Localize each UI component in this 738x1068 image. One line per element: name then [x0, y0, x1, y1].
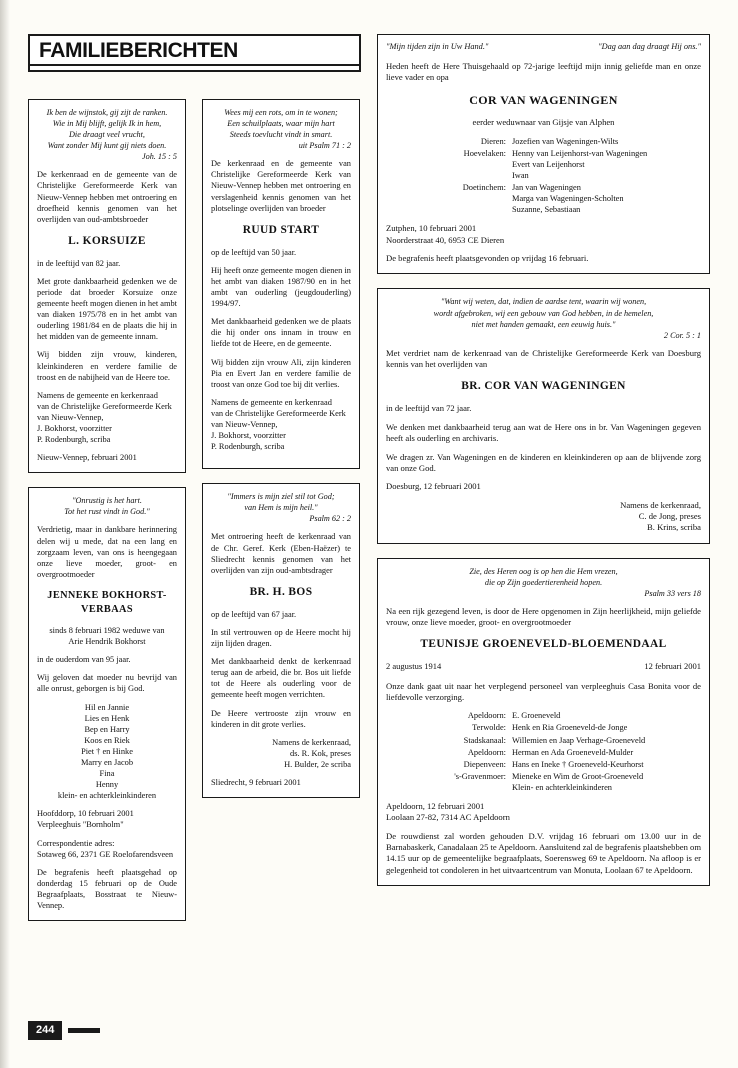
- family-line: Henny van Leijenhorst-van Wageningen: [512, 148, 648, 158]
- family-line: Klein- en achterkleinkinderen: [512, 782, 612, 792]
- family-line: Willemien en Jaap Verhage-Groeneveld: [512, 735, 646, 745]
- notice-van-wageningen-church: [377, 288, 710, 543]
- left-half: [28, 34, 361, 921]
- verse-block: [386, 296, 701, 340]
- family-place: Apeldoorn:: [467, 711, 506, 721]
- widow-line: sinds 8 februari 1982 weduwe van: [49, 626, 165, 636]
- deceased-name: RUUD START: [242, 223, 320, 236]
- family-line: Hil en Jannie: [84, 702, 130, 712]
- family-names: [512, 722, 701, 734]
- family-line: Iwan: [512, 171, 529, 181]
- table-row: [386, 735, 701, 747]
- verse-line: Zie, des Heren oog is op hen die Hem vrezen,: [469, 566, 618, 576]
- verse-block: [37, 107, 177, 162]
- address-line: Zutphen, 10 februari 2001: [386, 223, 477, 234]
- deceased-name: L. KORSUIZE: [68, 234, 146, 247]
- funeral-info: De begrafenis heeft plaatsgehad op donderdag 15 februari op de Oude Begraafplaats, Bosstraat te Nieuw-Vennep.: [37, 867, 177, 911]
- family-line: Herman en Ada Groeneveld-Mulder: [512, 747, 634, 757]
- death-date: 12 februari 2001: [644, 661, 701, 672]
- address-line: Noorderstraat 40, 6953 CE Dieren: [386, 234, 505, 245]
- signoff-line: Namens de gemeente en kerkenraad: [211, 397, 332, 407]
- family-place: Doetinchem:: [462, 183, 506, 193]
- table-row: [386, 148, 701, 182]
- family-names: [512, 710, 701, 722]
- verse-reference: 2 Cor. 5 : 1: [663, 330, 701, 340]
- place-date: Nieuw-Vennep, februari 2001: [37, 453, 137, 463]
- table-row: [386, 759, 701, 771]
- address-block: [386, 223, 701, 246]
- signoff-line: Namens de kerkenraad,: [620, 499, 701, 510]
- family-line: Koos en Riek: [84, 735, 130, 745]
- signoff-line: P. Rodenburgh, scriba: [211, 442, 285, 452]
- verse-block: [211, 107, 351, 151]
- place-date: Sliedrecht, 9 februari 2001: [211, 778, 301, 787]
- family-line: Fina: [99, 769, 115, 779]
- deceased-name: BR. COR VAN WAGENINGEN: [461, 380, 626, 393]
- address-line: Hoofddorp, 10 februari 2001: [37, 809, 134, 819]
- family-line: Evert van Leijenhorst: [512, 159, 585, 169]
- notice-body: Hij heeft onze gemeente mogen dienen in het ambt van diaken 1987/90 en in het ambt van ouderling (jeugdouderling) 1994/97.: [211, 265, 351, 309]
- signoff-line: van Nieuw-Vennep,: [37, 412, 104, 422]
- verse-reference: Joh. 15 : 5: [141, 152, 177, 162]
- notice-van-wageningen-family: [377, 34, 710, 274]
- place-date: Doesburg, 12 februari 2001: [386, 481, 481, 492]
- page-number: 244: [28, 1021, 62, 1040]
- notice-intro: De kerkenraad en de gemeente van Christelijke Gereformeerde Kerk van Nieuw-Vennep hebben met ontroering en verslagenheid kennis genomen van het plotselinge overlijden van broeder: [211, 159, 351, 213]
- notice-groeneveld: [377, 558, 710, 887]
- signoff: [386, 500, 701, 534]
- widow-line: eerder weduwnaar van Gijsje van Alphen: [472, 117, 615, 128]
- notice-intro: Verdrietig, maar in dankbare herinnering delen wij u mede, dat na een lang en zorgzaam leven, van ons is heengegaan onze lieve moeder, groot- en overgrootmoeder: [37, 525, 177, 579]
- notice-body: Met grote dankbaarheid gedenken we de periode dat broeder Korsuize onze gemeente heeft mogen dienen in het ambt van diaken 1975/78 en in het ambt van ouderling 1981/84 en de plaats die hij in het midden van de gemeente innam.: [37, 276, 177, 342]
- age-line: in de leeftijd van 72 jaar.: [386, 403, 472, 414]
- notice-body: We dragen zr. Van Wageningen en de kinderen en kleinkinderen op aan de blijvende zorg van onze God.: [386, 451, 701, 473]
- quote-row: [386, 42, 701, 53]
- left-subcolumns: [28, 99, 361, 921]
- verse-block: [211, 491, 351, 524]
- signoff-line: C. de Jong, preses: [638, 510, 701, 521]
- masthead-rule: [30, 64, 359, 66]
- page-title: FAMILIEBERICHTEN: [39, 39, 238, 62]
- verse-reference: uit Psalm 71 : 2: [298, 141, 351, 151]
- signoff: [211, 397, 351, 452]
- address-line: Verpleeghuis "Bornholm": [37, 820, 124, 830]
- deceased-name: BR. H. BOS: [249, 585, 313, 598]
- widow-info: [37, 625, 177, 647]
- age-line: in de leeftijd van 82 jaar.: [37, 258, 121, 268]
- signoff: [211, 737, 351, 770]
- family-place: Dieren:: [480, 136, 506, 146]
- widow-line: Arie Hendrik Bokhorst: [68, 637, 146, 647]
- page-edge-shadow: [0, 0, 10, 1068]
- family-place: 's-Gravenmoer:: [454, 771, 506, 781]
- family-line: Lies en Henk: [84, 713, 130, 723]
- notice-intro: Heden heeft de Here Thuisgehaald op 72-jarige leeftijd mijn innig geliefde man en onze lieve vader en opa: [386, 60, 701, 83]
- address-line: Apeldoorn, 12 februari 2001: [386, 801, 485, 812]
- family-names: [512, 759, 701, 771]
- life-dates: [386, 661, 701, 672]
- family-names: [512, 735, 701, 747]
- family-line: E. Groeneveld: [512, 711, 561, 721]
- family-line: Jan van Wageningen: [512, 183, 581, 193]
- family-line: Hans en Ineke † Groeneveld-Keurhorst: [512, 759, 644, 769]
- correspondence-label: Correspondentie adres:: [37, 838, 115, 848]
- signoff-line: Namens de kerkenraad,: [272, 737, 351, 747]
- verse-line: Wie in Mij blijft, gelijk Ik in hem,: [52, 119, 162, 129]
- notice-intro: Met ontroering heeft de kerkenraad van de Chr. Geref. Kerk (Eben-Haëzer) te Sliedrecht kennis genomen van het overlijden van zijn oud-ambtsdrager: [211, 532, 351, 575]
- notice-bokhorst: [28, 487, 186, 921]
- subcolumn-2: [202, 99, 360, 921]
- family-place: Apeldoorn:: [467, 747, 506, 757]
- verse-line: wordt afgebroken, wij een gebouw van God hebben, in de hemelen,: [433, 308, 654, 318]
- family-place: Diepenveen:: [463, 759, 506, 769]
- family-names: [512, 747, 701, 759]
- verse-line: Ik ben de wijnstok, gij zijt de ranken.: [46, 108, 168, 117]
- family-line: Henny: [95, 780, 119, 790]
- notice-body: Met dankbaarheid denkt de kerkenraad terug aan de arbeid, die br. Bos uit liefde tot de Heere als ouderling voor de gemeente heeft mogen verrichten.: [211, 657, 351, 700]
- verse-line: Wees mij een rots, om in te wonen;: [224, 108, 338, 117]
- verse-line: "Onrustig is het hart.: [72, 496, 142, 506]
- funeral-info: De rouwdienst zal worden gehouden D.V. vrijdag 16 februari om 13.00 uur in de Barnabaskerk, Canadalaan 25 te Apeldoorn. Aansluitend zal de begrafenis plaatshebben om 14.15 uur op de gemeentelijke begraafplaats, Soerensweg 69 te Apeldoorn. Na afloop is er gelegenheid tot condoleren in het uitvaartcentrum van Monuta, Loolaan 67 te Apeldoorn.: [386, 830, 701, 875]
- notice-intro: De kerkenraad en de gemeente van de Christelijke Gereformeerde Kerk van Nieuw-Vennep hebben met ontroering en droefheid kennis genomen van het overlijden van oud-ambtsbroeder: [37, 170, 177, 224]
- notice-bos: [202, 483, 360, 798]
- family-line: Marry en Jacob: [80, 758, 134, 768]
- notice-body: Wij bidden zijn vrouw Ali, zijn kinderen Pia en Evert Jan en verdere familie de troost van onze God toe bij dit verlies.: [211, 357, 351, 389]
- page-content: [28, 34, 710, 1034]
- notice-body: Wij geloven dat moeder nu bevrijd van alle onrust, geborgen is bij God.: [37, 673, 177, 694]
- verse-block: [37, 495, 177, 517]
- notice-body: De Heere vertrooste zijn vrouw en kinderen in dit grote verlies.: [211, 708, 351, 729]
- verse-line: Tot het rust vindt in God.": [64, 507, 150, 517]
- table-row: [386, 182, 701, 216]
- family-line: Piet † en Hinke: [81, 746, 133, 756]
- signoff-line: van de Christelijke Gereformeerde Kerk: [37, 401, 172, 411]
- folio-bar: [68, 1028, 100, 1033]
- notice-body: In stil vertrouwen op de Heere mocht hij zijn lijden dragen.: [211, 627, 351, 649]
- signoff-line: van de Christelijke Gereformeerde Kerk: [211, 408, 346, 418]
- verse-reference: Psalm 33 vers 18: [644, 588, 701, 598]
- table-row: [386, 136, 701, 148]
- signoff-line: P. Rodenburgh, scriba: [37, 435, 111, 445]
- notice-body: Met dankbaarheid gedenken we de plaats die hij onder ons innam in trouw en liefde tot de Heere, en de gemeente.: [211, 317, 351, 349]
- age-line: op de leeftijd van 67 jaar.: [211, 609, 297, 619]
- notice-korsuize: [28, 99, 186, 473]
- signoff-line: van Nieuw-Vennep,: [211, 419, 278, 429]
- masthead: [28, 34, 361, 72]
- family-line: klein- en achterkleinkinderen: [57, 791, 157, 801]
- folio: [28, 1021, 100, 1040]
- deceased-name: COR VAN WAGENINGEN: [469, 92, 618, 107]
- verse-line: "Immers is mijn ziel stil tot God;: [227, 492, 335, 502]
- verse-block: [386, 566, 701, 599]
- family-place: Stadskanaal:: [463, 735, 506, 745]
- deceased-name: TEUNISJE GROENEVELD-BLOEMENDAAL: [420, 638, 667, 651]
- signoff: [37, 390, 177, 445]
- family-line: Henk en Ria Groeneveld-de Jonge: [512, 723, 628, 733]
- funeral-info: De begrafenis heeft plaatsgevonden op vrijdag 16 februari.: [386, 253, 589, 264]
- verse-line: Een schuilplaats, waar mijn hart: [227, 119, 335, 129]
- signoff-line: ds. R. Kok, preses: [290, 748, 351, 758]
- signoff-line: B. Krins, scriba: [647, 522, 701, 533]
- notice-body: Wij bidden zijn vrouw, kinderen, kleinkinderen en verdere familie de troost en de nabijheid van de Heere toe.: [37, 350, 177, 382]
- notice-start: [202, 99, 360, 469]
- deceased-name: JENNEKE BOKHORST-VERBAAS: [47, 589, 167, 615]
- family-line: Mieneke en Wim de Groot-Groeneveld: [512, 771, 644, 781]
- family-line: Bep en Harry: [84, 724, 130, 734]
- verse-line: "Want wij weten, dat, indien de aardse tent, waarin wij wonen,: [440, 297, 647, 307]
- notice-body: We denken met dankbaarheid terug aan wat de Here ons in br. Van Wageningen gegeven heeft als ouderling en archivaris.: [386, 421, 701, 444]
- verse-line: van Hem is mijn heil.": [244, 503, 318, 513]
- verse-line: Die draagt veel vrucht,: [69, 130, 145, 140]
- family-names: [512, 148, 701, 182]
- address-block: [37, 808, 177, 830]
- notice-intro: Met verdriet nam de kerkenraad van de Christelijke Gereformeerde Kerk van Doesburg kennis van het overlijden van: [386, 347, 701, 370]
- age-line: in de ouderdom van 95 jaar.: [37, 655, 131, 665]
- verse-line: Steeds toevlucht vindt in smart.: [229, 130, 333, 140]
- table-row: [386, 710, 701, 722]
- signoff-line: Namens de gemeente en kerkenraad: [37, 390, 158, 400]
- family-line: Suzanne, Sebastiaan: [512, 205, 581, 215]
- family-names: [512, 136, 701, 148]
- family-place: Hoevelaken:: [463, 148, 506, 158]
- thanks-note: Onze dank gaat uit naar het verplegend personeel van verpleeghuis Casa Bonita voor de liefdevolle verzorging.: [386, 680, 701, 703]
- table-row: [386, 722, 701, 734]
- correspondence-address: Sotaweg 66, 2371 GE Roelofarendsveen: [37, 849, 174, 859]
- quote-right: "Dag aan dag draagt Hij ons.": [598, 42, 701, 51]
- verse-line: niet met handen gemaakt, een eeuwig huis.": [471, 319, 616, 329]
- page-columns: [28, 34, 710, 921]
- address-line: Loolaan 27-82, 7314 AC Apeldoorn: [386, 812, 510, 823]
- family-list: [37, 702, 177, 802]
- table-row: [386, 771, 701, 794]
- signoff-line: H. Bulder, 2e scriba: [284, 759, 351, 769]
- quote-left: "Mijn tijden zijn in Uw Hand.": [386, 42, 489, 51]
- family-line: Jozefien van Wageningen-Wilts: [512, 136, 619, 146]
- family-names: [512, 182, 701, 216]
- subcolumn-1: [28, 99, 186, 921]
- family-names: [512, 771, 701, 794]
- correspondence-block: [37, 838, 177, 860]
- signoff-line: J. Bokhorst, voorzitter: [211, 431, 286, 441]
- family-table: [386, 710, 701, 794]
- verse-line: die op Zijn goedertierenheid hopen.: [484, 577, 603, 587]
- family-table: [386, 136, 701, 217]
- age-line: op de leeftijd van 50 jaar.: [211, 247, 297, 257]
- family-line: Marga van Wageningen-Scholten: [512, 194, 624, 204]
- notice-intro: Na een rijk gezegend leven, is door de Here opgenomen in Zijn heerlijkheid, mijn geliefde vrouw, onze lieve moeder, groot- en overgrootmoeder: [386, 605, 701, 628]
- verse-reference: Psalm 62 : 2: [309, 514, 351, 524]
- birth-date: 2 augustus 1914: [386, 661, 442, 672]
- signoff-line: J. Bokhorst, voorzitter: [37, 424, 112, 434]
- table-row: [386, 747, 701, 759]
- family-place: Terwolde:: [472, 723, 506, 733]
- address-block: [386, 801, 701, 824]
- verse-line: Want zonder Mij kunt gij niets doen.: [47, 141, 167, 151]
- right-half: [377, 34, 710, 921]
